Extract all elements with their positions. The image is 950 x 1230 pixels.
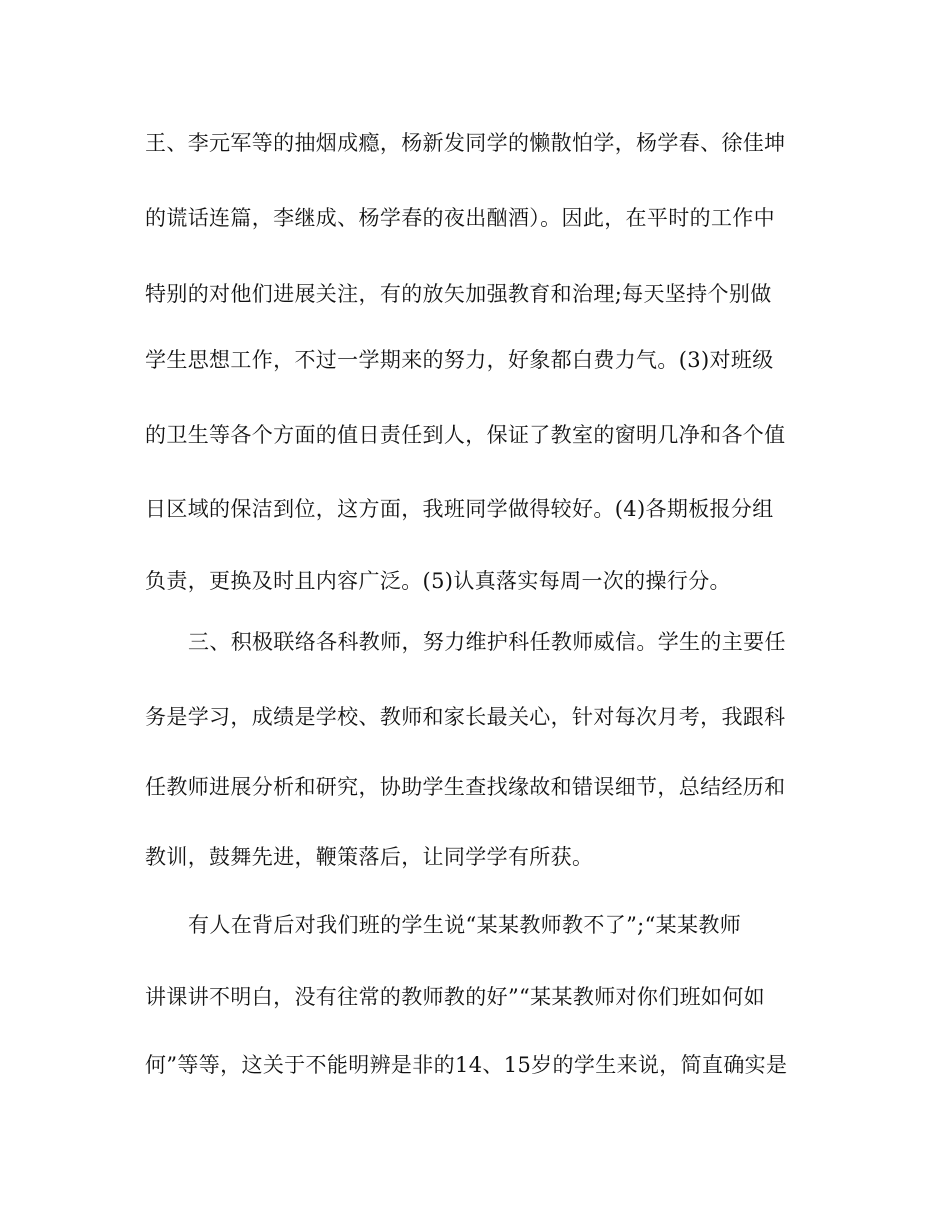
text-line: 的卫生等各个方面的值日责任到人，保证了教室的窗明几净和各个值: [145, 423, 786, 447]
text-line: 讲课讲不明白，没有往常的教师教的好”“某某教师对你们班如何如: [145, 985, 765, 1009]
text-line: 务是学习，成绩是学校、教师和家长最关心，针对每次月考，我跟科: [145, 705, 786, 729]
text-line: 负责，更换及时且内容广泛。(5)认真落实每周一次的操行分。: [145, 569, 731, 593]
text-line: 王、李元军等的抽烟成瘾，杨新发同学的懒散怕学，杨学春、徐佳坤: [145, 131, 786, 155]
paragraph-start-line: 有人在背后对我们班的学生说“某某教师教不了”;“某某教师: [188, 913, 742, 937]
paragraph-start-line: 三、积极联络各科教师，努力维护科任教师威信。学生的主要任: [188, 630, 786, 654]
text-line: 教训，鼓舞先进，鞭策落后，让同学学有所获。: [145, 845, 594, 869]
text-line: 特别的对他们进展关注，有的放矢加强教育和治理;每天坚持个别做: [145, 282, 772, 306]
text-line: 学生思想工作，不过一学期来的努力，好象都白费力气。(3)对班级: [145, 348, 774, 372]
text-line: 日区域的保洁到位，这方面，我班同学做得较好。(4)各期板报分组: [145, 497, 774, 521]
text-line: 的谎话连篇，李继成、杨学春的夜出酗酒）。因此，在平时的工作中: [145, 206, 775, 230]
text-line: 何”等等，这关于不能明辨是非的14、15岁的学生来说，简直确实是: [145, 1053, 788, 1077]
text-line: 任教师进展分析和研究，协助学生查找缘故和错误细节，总结经历和: [145, 775, 786, 799]
